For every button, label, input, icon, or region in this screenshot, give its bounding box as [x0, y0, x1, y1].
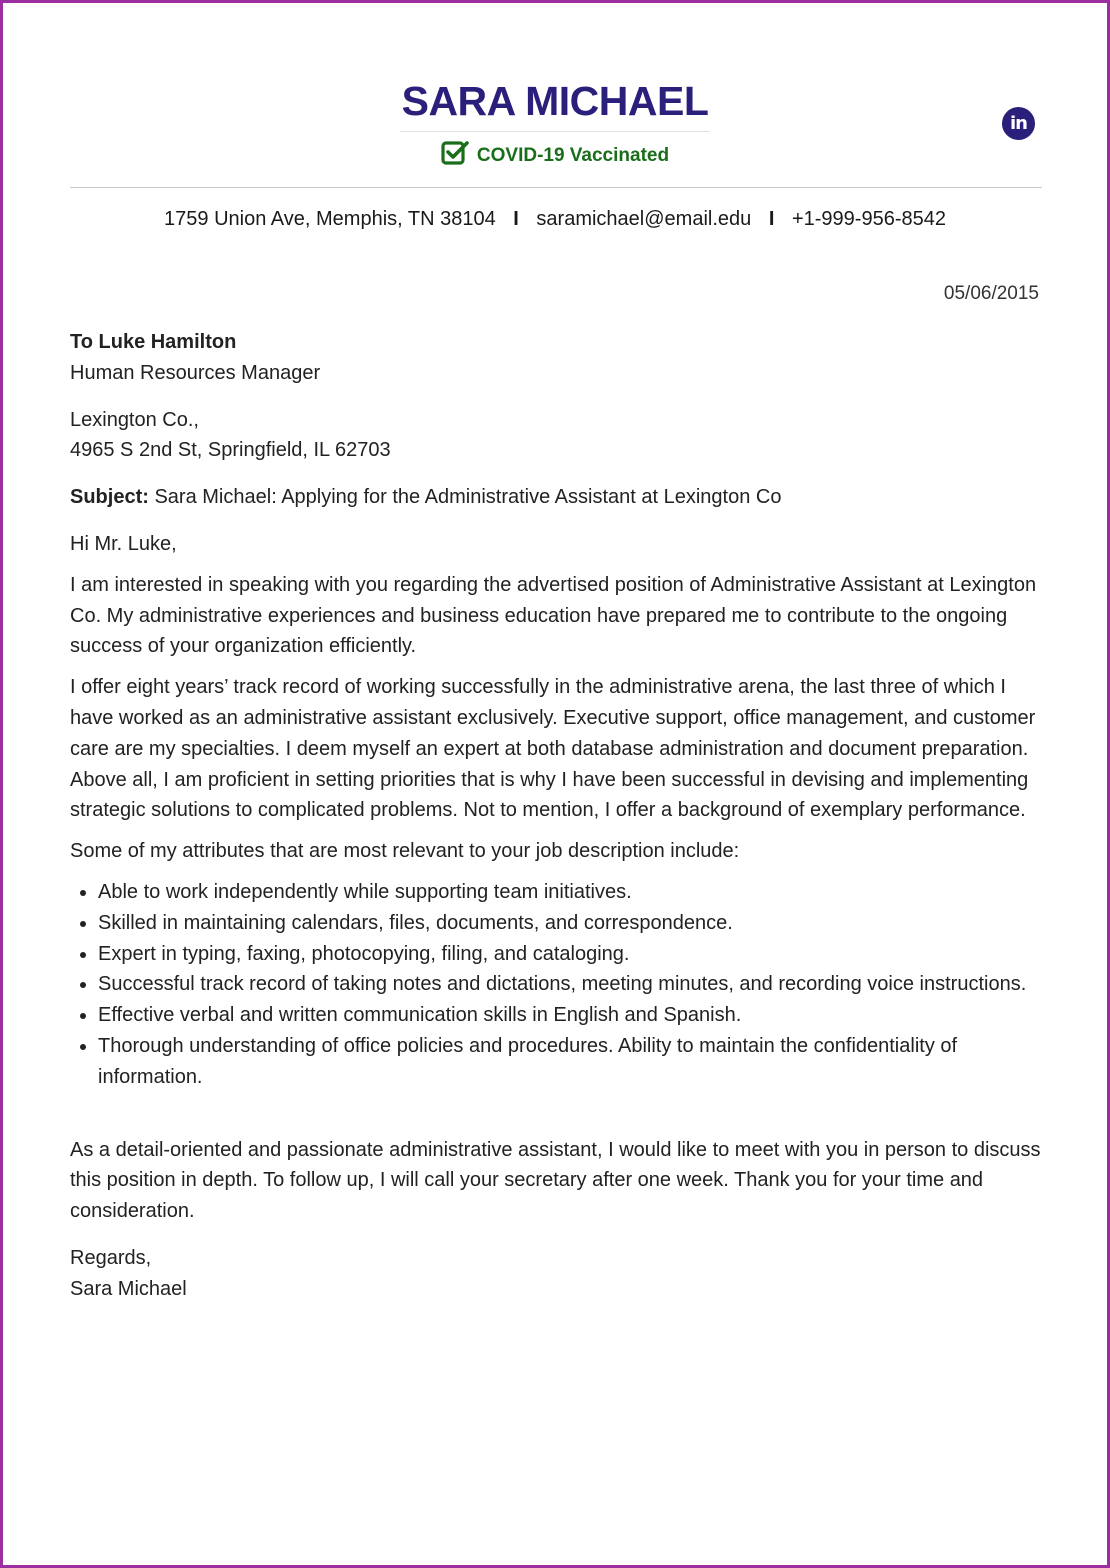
recipient-title: Human Resources Manager: [70, 361, 321, 384]
contact-address: 1759 Union Ave, Memphis, TN 38104: [164, 208, 496, 230]
contact-separator: I: [768, 208, 775, 230]
paragraph-attributes-intro: Some of my attributes that are most relevant to your job description include:: [70, 840, 740, 863]
list-item: • Skilled in maintaining calendars, files, documents, and correspondence.: [98, 908, 1045, 939]
signoff: Regards,: [70, 1246, 152, 1269]
closing-paragraph: As a detail-oriented and passionate administrative assistant, I would like to meet with you in person to discuss this position in depth. To follow up, I will call your secretary after one week. Thank you for your time and consideration.: [70, 1138, 1041, 1223]
subject-text: Sara Michael: Applying for the Administrative Assistant at Lexington Co: [154, 486, 782, 509]
signature: Sara Michael: [70, 1277, 187, 1300]
attributes-list: [70, 877, 1045, 1093]
letter-body: [70, 327, 1045, 1305]
contact-separator: I: [513, 208, 519, 230]
contact-info: [3, 208, 1107, 231]
checkbox-checked-icon: [441, 140, 469, 172]
header-divider: [70, 187, 1042, 188]
recipient-address: 4965 S 2nd St, Springfield, IL 62703: [70, 439, 391, 462]
subject-line: [70, 482, 1045, 513]
letter-header: [3, 75, 1107, 172]
list-item: • Successful track record of taking notes and dictations, meeting minutes, and recording voice instructions.: [98, 969, 1045, 1000]
contact-email[interactable]: saramichael@email.edu: [536, 208, 752, 230]
linkedin-label: in: [1010, 113, 1027, 134]
list-item: • Effective verbal and written communication skills in English and Spanish.: [98, 1000, 1045, 1031]
letter-date: 05/06/2015: [943, 283, 1039, 304]
recipient-name: To Luke Hamilton: [70, 331, 237, 353]
subject-label: Subject:: [70, 486, 149, 509]
cover-letter-page: [3, 3, 1107, 1565]
list-item: • Expert in typing, faxing, photocopying, filing, and cataloging.: [98, 939, 1045, 970]
vaccination-label: COVID-19 Vaccinated: [476, 145, 670, 166]
linkedin-icon[interactable]: [1002, 107, 1035, 140]
list-item: • Thorough understanding of office policies and procedures. Ability to maintain the confidentiality of information.: [98, 1031, 1045, 1093]
vaccination-badge: [3, 140, 1107, 172]
paragraph-intro: I am interested in speaking with you regarding the advertised position of Administrative Assistant at Lexington Co. My administrative experiences and business education have prepared me to contribute to the ongoing success of your organization efficiently.: [70, 573, 1037, 658]
paragraph-experience: I offer eight years’ track record of working successfully in the administrative arena, the last three of which I have worked as an administrative assistant exclusively. Executive support, office management, and customer care are my specialties. I deem myself an expert at both database administration and document preparation. Above all, I am proficient in setting priorities that is why I have been successful in devising and implementing strategic solutions to complicated problems. Not to mention, I offer a background of exemplary performance.: [70, 676, 1036, 822]
greeting: Hi Mr. Luke,: [70, 532, 177, 555]
applicant-name: SARA MICHAEL: [400, 75, 711, 132]
contact-phone[interactable]: +1-999-956-8542: [791, 208, 946, 230]
recipient-company: Lexington Co.,: [70, 408, 199, 431]
list-item: • Able to work independently while supporting team initiatives.: [98, 877, 1045, 908]
